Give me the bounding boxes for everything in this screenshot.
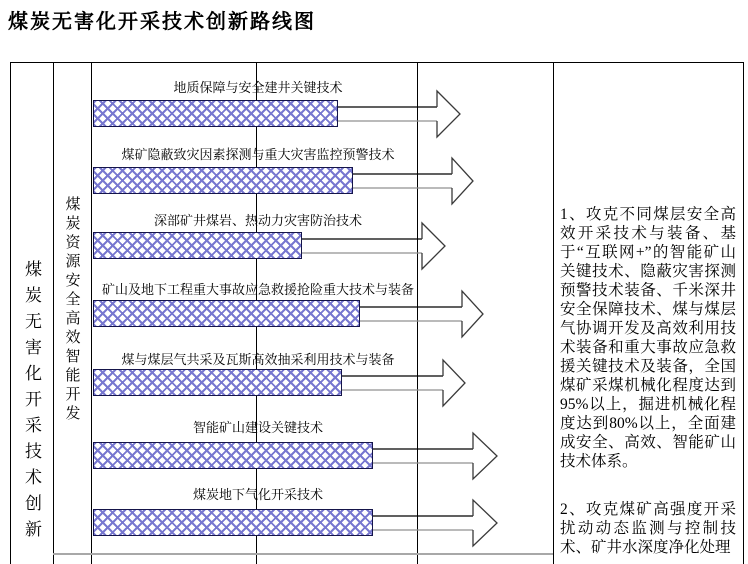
- row-header-inner-label: 煤炭资源安全高效智能开发: [63, 196, 80, 424]
- bar-label: 智能矿山建设关键技术: [192, 420, 323, 435]
- goal-paragraph-2: 2、攻克煤矿高强度开采扰动动态监测与控制技术、矿井水深度净化处理: [560, 501, 736, 556]
- bar-label: 煤矿隐蔽致灾因素探测与重大灾害监控预警技术: [121, 147, 395, 162]
- goal-paragraph-1: 1、攻克不同煤层安全高效开采技术与装备、基于“互联网+”的智能矿山关键技术、隐蔽灾害探测预警技术装备、千米深井安全保障技术、煤与煤层气协调开发及高效利用技术装备和重大事故应急救援关键技术及装备，全国煤矿采煤机械化程度达到95%以上，掘进机械化程度达到80%以上，全面建成安全、高效、智能矿山技术体系。: [560, 206, 736, 470]
- tech-duration-bar: [93, 100, 338, 127]
- bar-label: 深部矿井煤岩、热动力灾害防治技术: [153, 213, 362, 228]
- row-header-outer-label: 煤炭无害化开采技术创新: [22, 260, 41, 546]
- tech-duration-bar: [93, 369, 342, 396]
- arrow-shape: [473, 500, 497, 546]
- arrow-shape: [473, 433, 497, 479]
- arrow-shape: [452, 158, 473, 204]
- arrow-shape: [437, 91, 460, 137]
- page-title: 煤炭无害化开采技术创新路线图: [8, 11, 316, 33]
- bar-label: 煤炭地下气化开采技术: [192, 487, 323, 502]
- bar-label: 地质保障与安全建井关键技术: [173, 80, 343, 95]
- arrow-shape: [422, 223, 445, 269]
- arrow-shape: [443, 360, 465, 406]
- tech-duration-bar: [93, 300, 360, 327]
- tech-duration-bar: [93, 442, 373, 469]
- bar-label: 矿山及地下工程重大事故应急救援抢险重大技术与装备: [101, 282, 414, 297]
- arrow-shape: [462, 291, 483, 337]
- tech-duration-bar: [93, 167, 353, 194]
- goals-panel: [553, 62, 744, 564]
- bar-label: 煤与煤层气共采及瓦斯高效抽采利用技术与装备: [121, 352, 395, 367]
- tech-duration-bar: [93, 509, 373, 536]
- tech-duration-bar: [93, 232, 302, 259]
